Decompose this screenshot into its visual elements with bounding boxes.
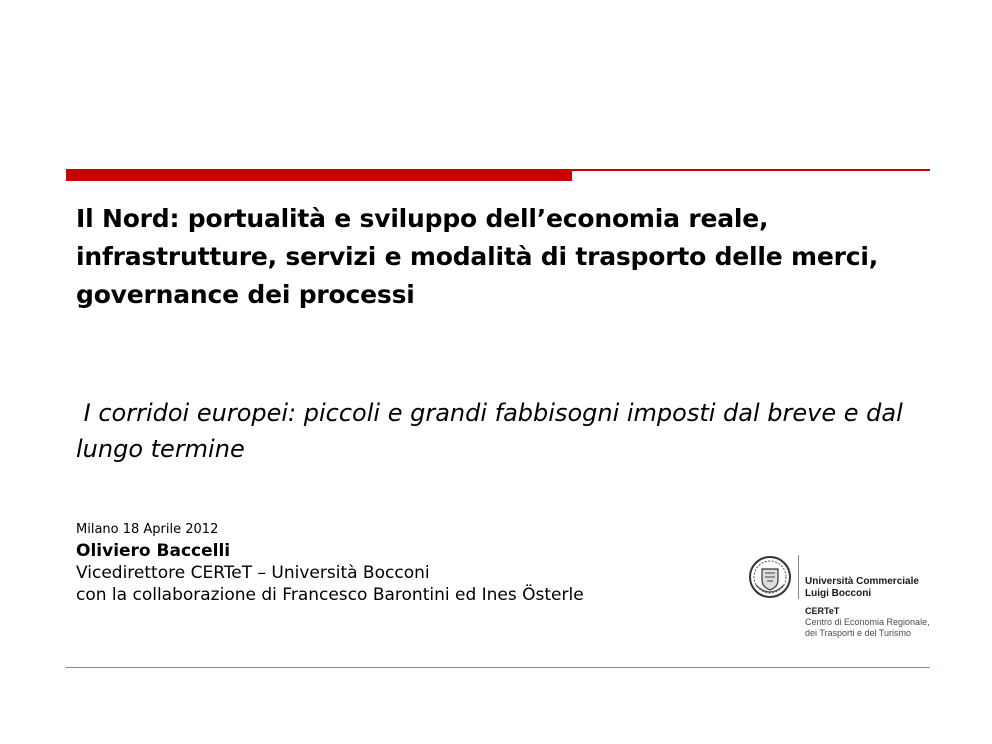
- university-name: [805, 576, 919, 600]
- slide-subtitle: I corridoi europei: piccoli e grandi fabbisogni imposti dal breve e dal lungo termine: [76, 399, 911, 463]
- research-center-name: CERTeT: [805, 606, 840, 616]
- research-center: [805, 606, 930, 639]
- research-center-line-2: dei Trasporti e del Turismo: [805, 628, 912, 638]
- presentation-details: [76, 520, 716, 606]
- header-accent-line: [572, 169, 930, 171]
- research-center-line-1: Centro di Economia Regionale,: [805, 617, 930, 627]
- university-seal-icon: [748, 555, 792, 599]
- author-name: Oliviero Baccelli: [76, 541, 231, 561]
- university-name-line-1: Università Commerciale: [805, 576, 919, 587]
- university-name-line-2: Luigi Bocconi: [805, 588, 872, 599]
- presentation-date: Milano 18 Aprile 2012: [76, 522, 219, 537]
- bocconi-certet-logo: [748, 555, 948, 650]
- slide-title: Il Nord: portualità e sviluppo dell’economia reale, infrastrutture, servizi e modalità di trasporto delle merci, governance dei processi: [76, 204, 879, 309]
- collaborators: con la collaborazione di Francesco Barontini ed Ines Österle: [76, 585, 584, 605]
- author-role: Vicedirettore CERTeT – Università Bocconi: [76, 563, 430, 583]
- logo-divider: [798, 555, 799, 599]
- footer-divider: [66, 667, 930, 668]
- header-accent-bar: [66, 169, 572, 181]
